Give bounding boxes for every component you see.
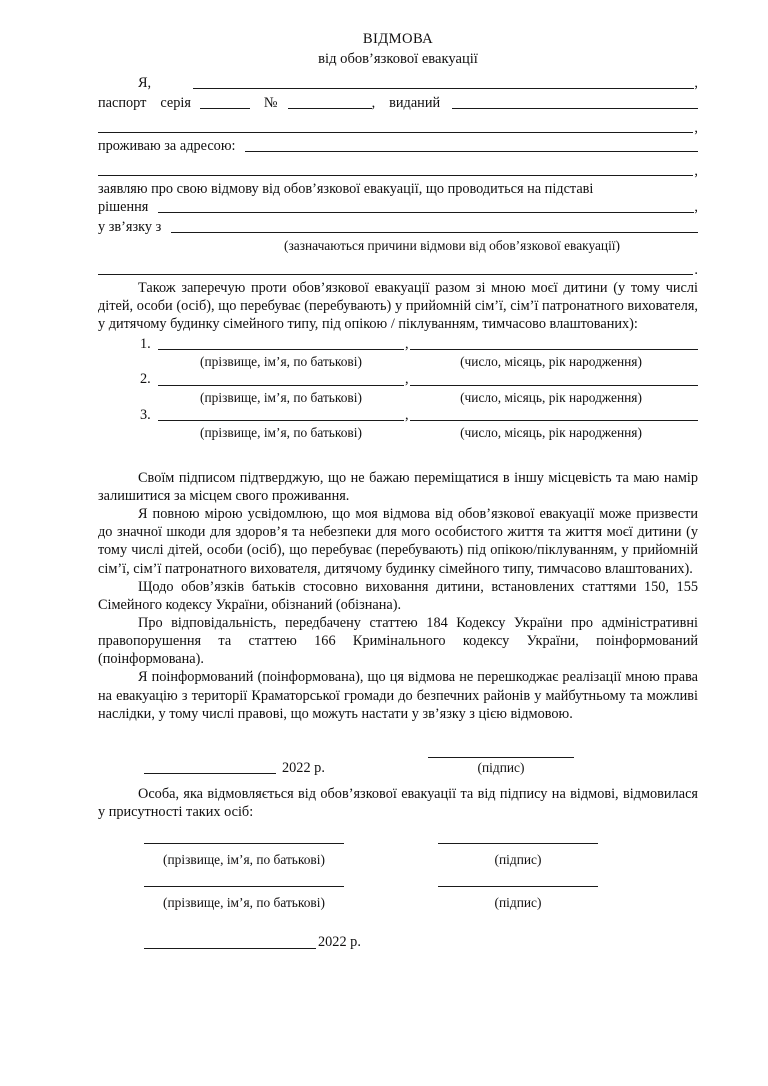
continuation-comma: , <box>694 120 698 137</box>
witness-signature-field[interactable] <box>438 843 598 844</box>
witness-row <box>98 843 698 868</box>
child-caption-row <box>98 353 698 370</box>
passport-row <box>98 94 698 112</box>
date-year: 2022 р. <box>282 759 325 776</box>
witness-signature-cell <box>438 843 638 868</box>
child-birthdate-caption: (число, місяць, рік народження) <box>460 389 642 405</box>
address-row <box>98 137 698 155</box>
reason-continuation-row <box>98 262 698 279</box>
children-intro-paragraph: Також заперечую проти обов’язкової евакуації разом зі мною моєї дитини (у тому числі дітей, особи (осіб), що перебуває (перебувають) у прийомній сім’ї, сім’ї патронатного вихователя, у дитячому будинку сімейного типу, під опікою / піклуванням, тимчасово влаштованих): <box>98 279 698 333</box>
document-title: ВІДМОВА <box>362 31 434 47</box>
child-birthdate-caption: (число, місяць, рік народження) <box>460 424 642 440</box>
document-subtitle: від обов’язкової евакуації <box>318 50 478 67</box>
paragraph-family-code: Щодо обов’язків батьків стосовно виховання дитини, встановлених статтями 150, 155 Сімейного кодексу України, обізнаний (обізнана). <box>98 578 698 613</box>
child-name-caption: (прізвище, ім’я, по батькові) <box>200 354 362 370</box>
witness-row <box>98 886 698 911</box>
witness-name-cell <box>98 843 438 868</box>
child-birthdate-field[interactable] <box>410 349 698 350</box>
address-continuation-field[interactable] <box>98 175 693 176</box>
final-date-year: 2022 р. <box>318 934 361 951</box>
witness-intro-paragraph: Особа, яка відмовляється від обов’язкової евакуації та від підпису на відмові, відмовилася у присутності таких осіб: <box>98 786 698 821</box>
child-name-caption: (прізвище, ім’я, по батькові) <box>200 389 362 405</box>
i-label: Я, <box>138 75 152 92</box>
signature-cell <box>428 757 594 776</box>
child-row <box>98 335 698 353</box>
child-birthdate-field[interactable] <box>410 385 698 386</box>
passport-number-comma: , <box>371 95 376 112</box>
final-date-field[interactable] <box>144 948 316 949</box>
reason-continuation-period: . <box>694 262 698 279</box>
full-name-row <box>98 74 698 92</box>
child-number: 2. <box>140 371 151 388</box>
child-row <box>98 370 698 388</box>
number-symbol: № <box>263 95 278 112</box>
address-continuation-row <box>98 163 698 180</box>
decision-field[interactable] <box>158 212 694 213</box>
child-separator: , <box>405 371 409 388</box>
date-field[interactable] <box>144 773 276 774</box>
reason-field[interactable] <box>171 232 698 233</box>
full-name-row-comma: , <box>694 75 698 92</box>
paragraph-future-evacuation: Я поінформований (поінформована), що ця відмова не перешкоджає реалізації мною права на евакуацію з території Краматорської громади до безпечних районів у майбутньому та можливі наслідки, у тому числі правові, що можуть настати у зв’язку з цією відмовою. <box>98 669 698 722</box>
witness-name-caption: (прізвище, ім’я, по батькові) <box>163 895 325 911</box>
address-label: проживаю за адресою: <box>98 137 236 154</box>
child-row <box>98 406 698 424</box>
decision-comma: , <box>694 198 698 215</box>
witness-signature-caption: (підпис) <box>494 895 542 911</box>
witness-signature-field[interactable] <box>438 886 598 887</box>
witness-name-caption: (прізвище, ім’я, по батькові) <box>163 852 325 868</box>
document-body <box>98 30 698 952</box>
decision-label: рішення <box>98 198 149 215</box>
signature-field[interactable] <box>428 757 574 758</box>
issued-by-continuation-field[interactable] <box>98 132 693 133</box>
passport-issued-by-field[interactable] <box>452 108 698 109</box>
child-name-field[interactable] <box>158 349 404 350</box>
witness-signature-cell <box>438 886 638 911</box>
reason-row <box>98 218 698 236</box>
reason-continuation-field[interactable] <box>98 274 693 275</box>
child-birthdate-field[interactable] <box>410 420 698 421</box>
child-number: 1. <box>140 336 151 353</box>
signature-caption: (підпис) <box>477 759 525 775</box>
address-field[interactable] <box>245 151 698 152</box>
date-signature-row <box>98 757 698 777</box>
passport-label: паспорт <box>98 95 147 112</box>
passport-series-field[interactable] <box>200 108 250 109</box>
issued-by-continuation-row <box>98 120 698 137</box>
child-number: 3. <box>140 406 151 423</box>
series-label: серія <box>160 95 191 112</box>
reason-label: у зв’язку з <box>98 219 162 235</box>
witness-name-field[interactable] <box>144 843 344 844</box>
full-name-field[interactable] <box>193 88 694 89</box>
child-separator: , <box>405 406 409 423</box>
child-name-caption: (прізвище, ім’я, по батькові) <box>200 424 362 440</box>
child-name-field[interactable] <box>158 420 404 421</box>
witness-signature-caption: (підпис) <box>494 852 542 868</box>
child-caption-row <box>98 424 698 441</box>
issued-by-label: виданий <box>389 95 441 112</box>
date-cell <box>98 759 428 777</box>
paragraph-liability: Про відповідальність, передбачену статтею 184 Кодексу України про адміністративні правопорушення та статтею 166 Кримінального кодексу України, поінформований (поінформована). <box>98 614 698 668</box>
child-name-field[interactable] <box>158 385 404 386</box>
decision-row <box>98 198 698 216</box>
child-birthdate-caption: (число, місяць, рік народження) <box>460 354 642 370</box>
child-separator: , <box>405 336 409 353</box>
passport-number-field[interactable] <box>288 108 372 109</box>
paragraph-signature-confirmation: Своїм підписом підтверджую, що не бажаю переміщатися в іншу місцевість та маю намір залишитися за місцем свого проживання. <box>98 469 698 504</box>
final-date-row <box>98 933 698 951</box>
paragraph-risk-awareness: Я повною мірою усвідомлюю, що моя відмова від обов’язкової евакуації може призвести до значної шкоди для здоров’я та небезпеки для мого особистого життя та життя моєї дитини (у тому числі дітей, особи (осіб), що перебуває (перебувають) під опікою/піклуванням, у прийомній сім’ї, сім’ї патронатного вихователя, дитячому будинку сімейного типу, тимчасово влаштованих). <box>98 506 698 577</box>
witness-name-field[interactable] <box>144 886 344 887</box>
address-continuation-comma: , <box>694 163 698 180</box>
title-block <box>98 30 698 68</box>
child-caption-row <box>98 389 698 406</box>
declaration-statement: заявляю про свою відмову від обов’язкової евакуації, що проводиться на підставі <box>98 180 594 197</box>
witness-name-cell <box>98 886 438 911</box>
reason-caption: (зазначаються причини відмови від обов’язкової евакуації) <box>284 238 620 254</box>
